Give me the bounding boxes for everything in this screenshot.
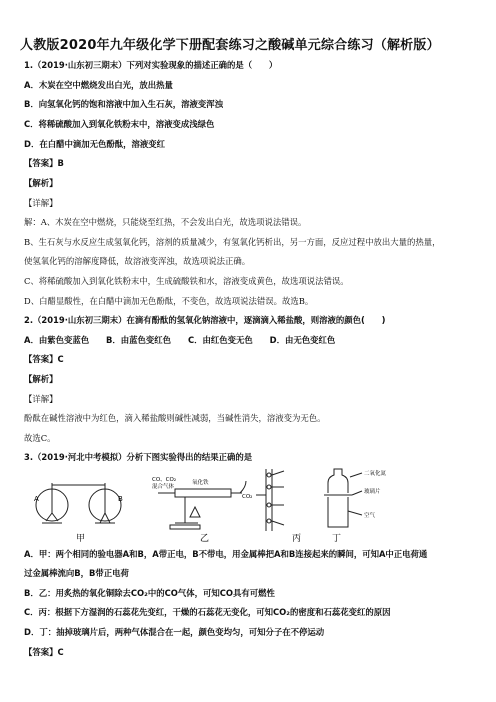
q3-option-c: C．丙：根据下方湿润的石蕊花先变红，干燥的石蕊花无变化，可知CO₂的密度和石蕊花变红的原因 xyxy=(24,607,391,617)
figure-ding xyxy=(324,469,362,527)
q1-explanation-3: 使氢氧化钙的溶解度降低，故溶液变浑浊，故选项说法正确。 xyxy=(24,256,251,266)
q2-detail-heading: 【详解】 xyxy=(24,394,58,404)
q1-option-a: A．木炭在空中燃烧发出白光，放出热量 xyxy=(24,80,173,90)
q2-option-a: A．由紫色变蓝色 xyxy=(24,335,90,345)
q2-option-b: B．由蓝色变红色 xyxy=(106,335,172,345)
figure-jia xyxy=(36,483,121,523)
q3-figure xyxy=(30,465,387,544)
figure-label-b: B xyxy=(118,495,123,503)
figure-bing xyxy=(256,469,284,531)
q3-option-d: D．丁：抽掉玻璃片后，两种气体混合在一起，颜色变均匀，可知分子在不停运动 xyxy=(24,627,325,637)
q1-explanation-5: D、白醋显酸性，在白醋中滴加无色酚酞，不变色，故选项说法错误。故选B。 xyxy=(24,296,314,306)
figure-label-air: 空气 xyxy=(364,513,376,519)
figure-caption-bing: 丙 xyxy=(292,534,302,544)
q1-explanation-4: C、将稀硫酸加入到氧化铁粉末中，生成硫酸铁和水，溶液变成黄色，故选项说法错误。 xyxy=(24,276,349,286)
q1-explanation-1: 解：A、木炭在空中燃烧，只能烧至红热，不会发出白光，故选项说法错误。 xyxy=(24,217,307,227)
q2-stem: 2.（2019·山东初三期末）在滴有酚酞的氢氧化钠溶液中，逐滴滴入稀盐酸，则溶液的颜色( ) xyxy=(24,315,386,325)
q2-analysis-heading: 【解析】 xyxy=(24,374,58,384)
figure-label-fe2o3: 氧化铁 xyxy=(192,480,209,486)
figure-caption-jia: 甲 xyxy=(76,534,86,544)
q2-explanation-2: 故选C。 xyxy=(24,433,56,443)
q2-option-d: D．由无色变红色 xyxy=(269,335,336,345)
q1-explanation-2: B、生石灰与水反应生成氢氧化钙，溶剂的质量减少，有氢氧化钙析出，另一方面，反应过程中放出大量的热量， xyxy=(24,237,441,247)
q1-option-d: D．在白醋中滴加无色酚酞，溶液变红 xyxy=(24,139,165,149)
figure-label-no2: 二氧化氮 xyxy=(364,471,387,477)
q1-answer: 【答案】B xyxy=(24,158,64,168)
q2-options xyxy=(24,335,349,346)
q3-stem: 3.（2019·河北中考模拟）分析下图实验得出的结果正确的是 xyxy=(24,452,253,462)
q1-stem: 1.（2019·山东初三期末）下列对实验现象的描述正确的是（ ） xyxy=(24,60,278,70)
document-title: 人教版2020年九年级化学下册配套练习之酸碱单元综合练习（解析版） xyxy=(20,38,440,53)
figure-label-glass-plate: 玻璃片 xyxy=(364,489,381,495)
q1-analysis-heading: 【解析】 xyxy=(24,178,58,188)
q1-detail-heading: 【详解】 xyxy=(24,198,58,208)
q1-option-c: C．将稀硫酸加入到氧化铁粉末中，溶液变成浅绿色 xyxy=(24,119,215,129)
figure-label-co-co2: CO、CO₂ xyxy=(152,477,177,483)
q3-answer: 【答案】C xyxy=(24,647,64,657)
figure-label-a: A xyxy=(34,495,39,503)
q3-option-a-line2: 过金属棒流向B，B带正电荷 xyxy=(24,568,129,578)
q1-option-b: B．向氢氧化钙的饱和溶液中加入生石灰，溶液变浑浊 xyxy=(24,99,224,109)
q3-option-b: B．乙：用炙热的氧化铜除去CO₂中的CO气体，可知CO具有可燃性 xyxy=(24,588,275,598)
figure-label-co2: CO₂ xyxy=(242,494,253,500)
q2-answer: 【答案】C xyxy=(24,354,64,364)
figure-label-mixed-gas: 混合气体 xyxy=(152,484,175,490)
q2-explanation-1: 酚酞在碱性溶液中为红色，滴入稀盐酸则碱性减弱，当碱性消失，溶液变为无色。 xyxy=(24,413,326,423)
q3-option-a-line1: A．甲：两个相同的验电器A和B，A带正电，B不带电，用金属棒把A和B连接起来的瞬间，可知A中正电荷通 xyxy=(24,549,428,559)
experiment-figure xyxy=(30,465,387,544)
q2-option-c: C．由红色变无色 xyxy=(187,335,253,345)
figure-caption-yi: 乙 xyxy=(200,534,210,544)
figure-caption-ding: 丁 xyxy=(332,534,342,544)
